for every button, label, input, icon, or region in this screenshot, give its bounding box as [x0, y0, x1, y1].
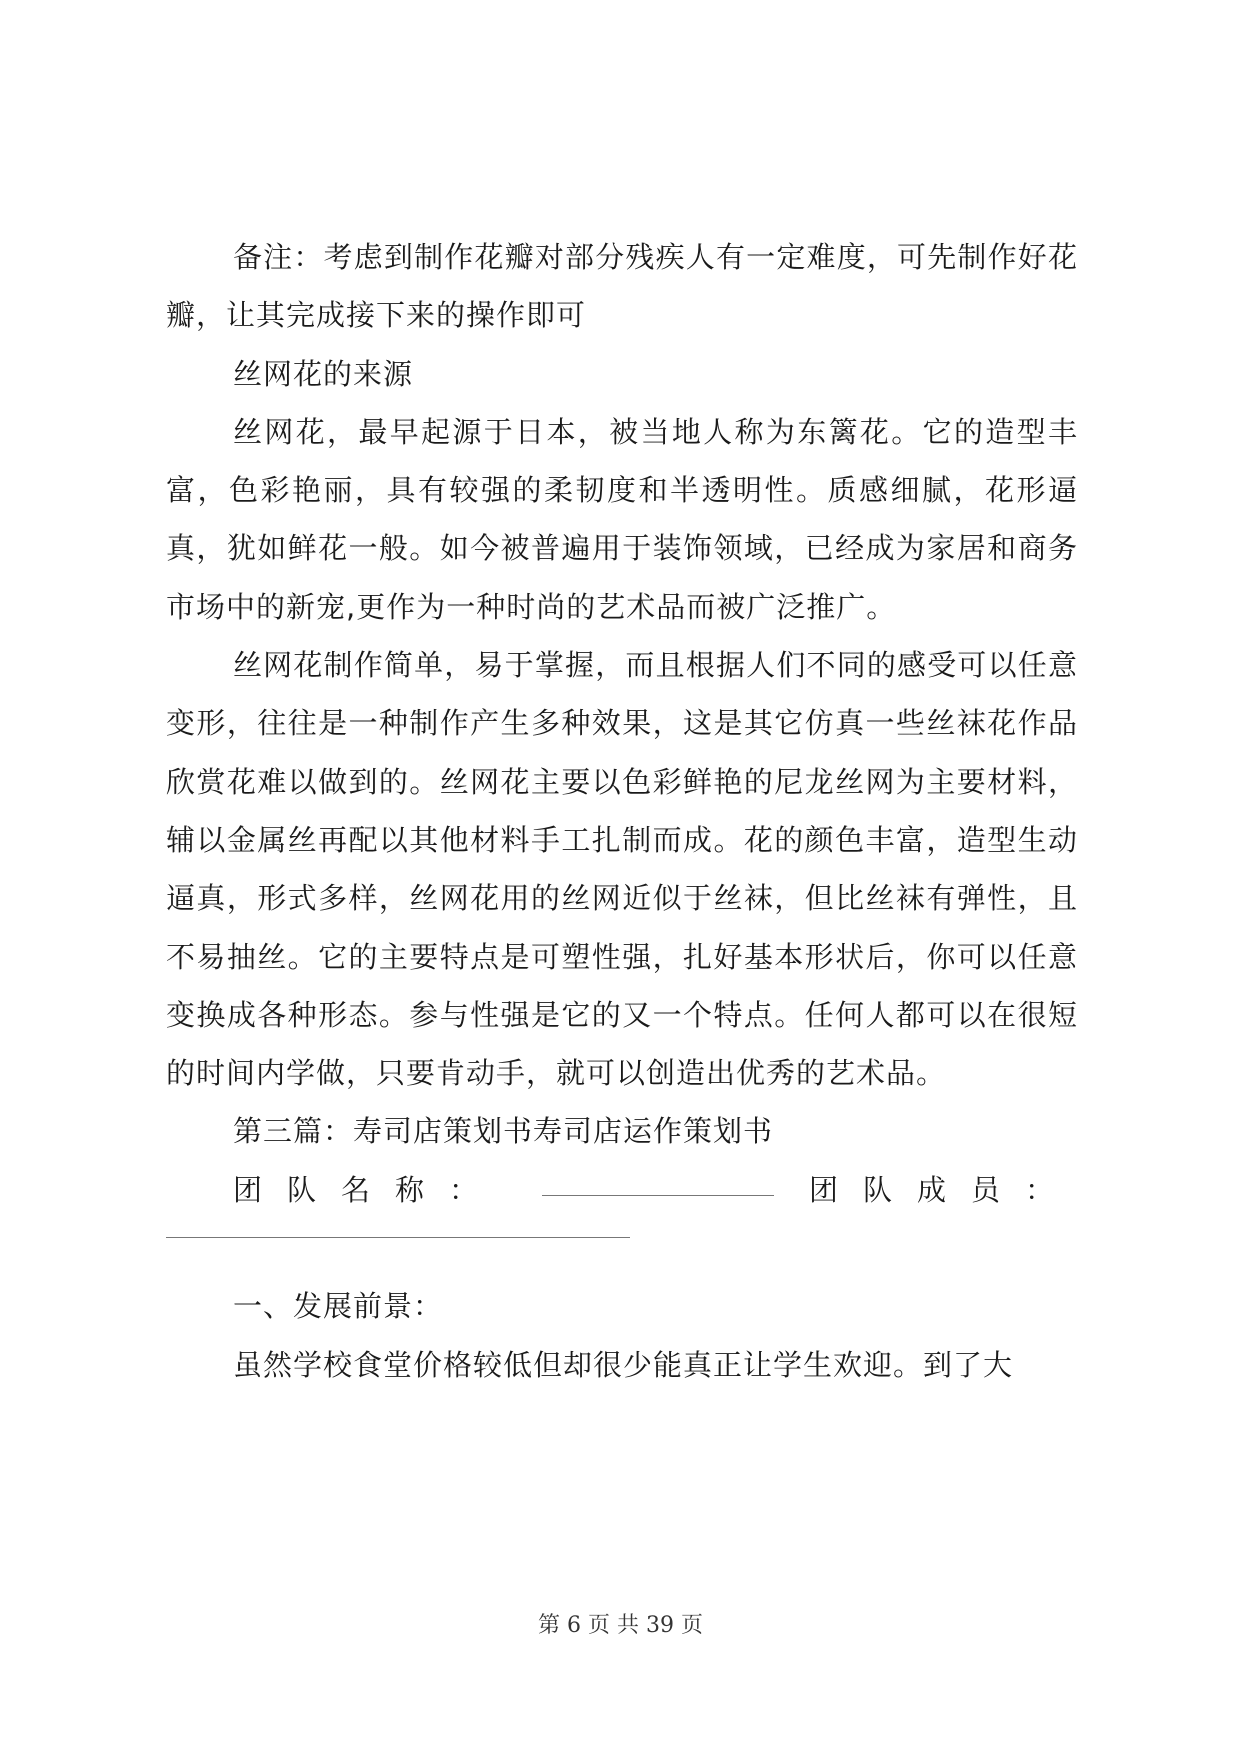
- features-paragraph: 丝网花制作简单，易于掌握，而且根据人们不同的感受可以任意变形，往往是一种制作产生多种效果，这是其它仿真一些丝袜花作品欣赏花难以做到的。丝网花主要以色彩鲜艳的尼龙丝网为主要材料，辅以金属丝再配以其他材料手工扎制而成。花的颜色丰富，造型生动逼真，形式多样，丝网花用的丝网近似于丝袜，但比丝袜有弹性，且不易抽丝。它的主要特点是可塑性强，扎好基本形状后，你可以任意变换成各种形态。参与性强是它的又一个特点。任何人都可以在很短的时间内学做，只要肯动手，就可以创造出优秀的艺术品。: [166, 648, 1078, 1091]
- team-name-blank-line: [542, 1195, 774, 1196]
- team-name-label: 团队名称：: [233, 1172, 504, 1207]
- section-subtitle: 丝网花的来源: [233, 356, 414, 391]
- prospect-paragraph: 虽然学校食堂价格较低但却很少能真正让学生欢迎。到了大: [233, 1347, 1014, 1382]
- team-info-row: [166, 1161, 1078, 1219]
- section-heading: 一、发展前景：: [233, 1289, 444, 1324]
- chapter-title: 第三篇：寿司店策划书寿司店运作策划书: [233, 1114, 774, 1149]
- team-members-blank-line: [166, 1237, 630, 1238]
- team-members-label: 团队成员：: [809, 1172, 1080, 1207]
- note-paragraph: 备注：考虑到制作花瓣对部分残疾人有一定难度，可先制作好花瓣，让其完成接下来的操作即可: [166, 240, 1078, 333]
- team-members-blank-row: [166, 1219, 1078, 1277]
- page-number-footer: 第 6 页 共 39 页: [538, 1613, 703, 1638]
- document-body: [166, 228, 1078, 1394]
- origin-paragraph: 丝网花，最早起源于日本，被当地人称为东篱花。它的造型丰富，色彩艳丽，具有较强的柔韧度和半透明性。质感细腻，花形逼真，犹如鲜花一般。如今被普遍用于装饰领域，已经成为家居和商务市场中的新宠,更作为一种时尚的艺术品而被广泛推广。: [166, 414, 1078, 624]
